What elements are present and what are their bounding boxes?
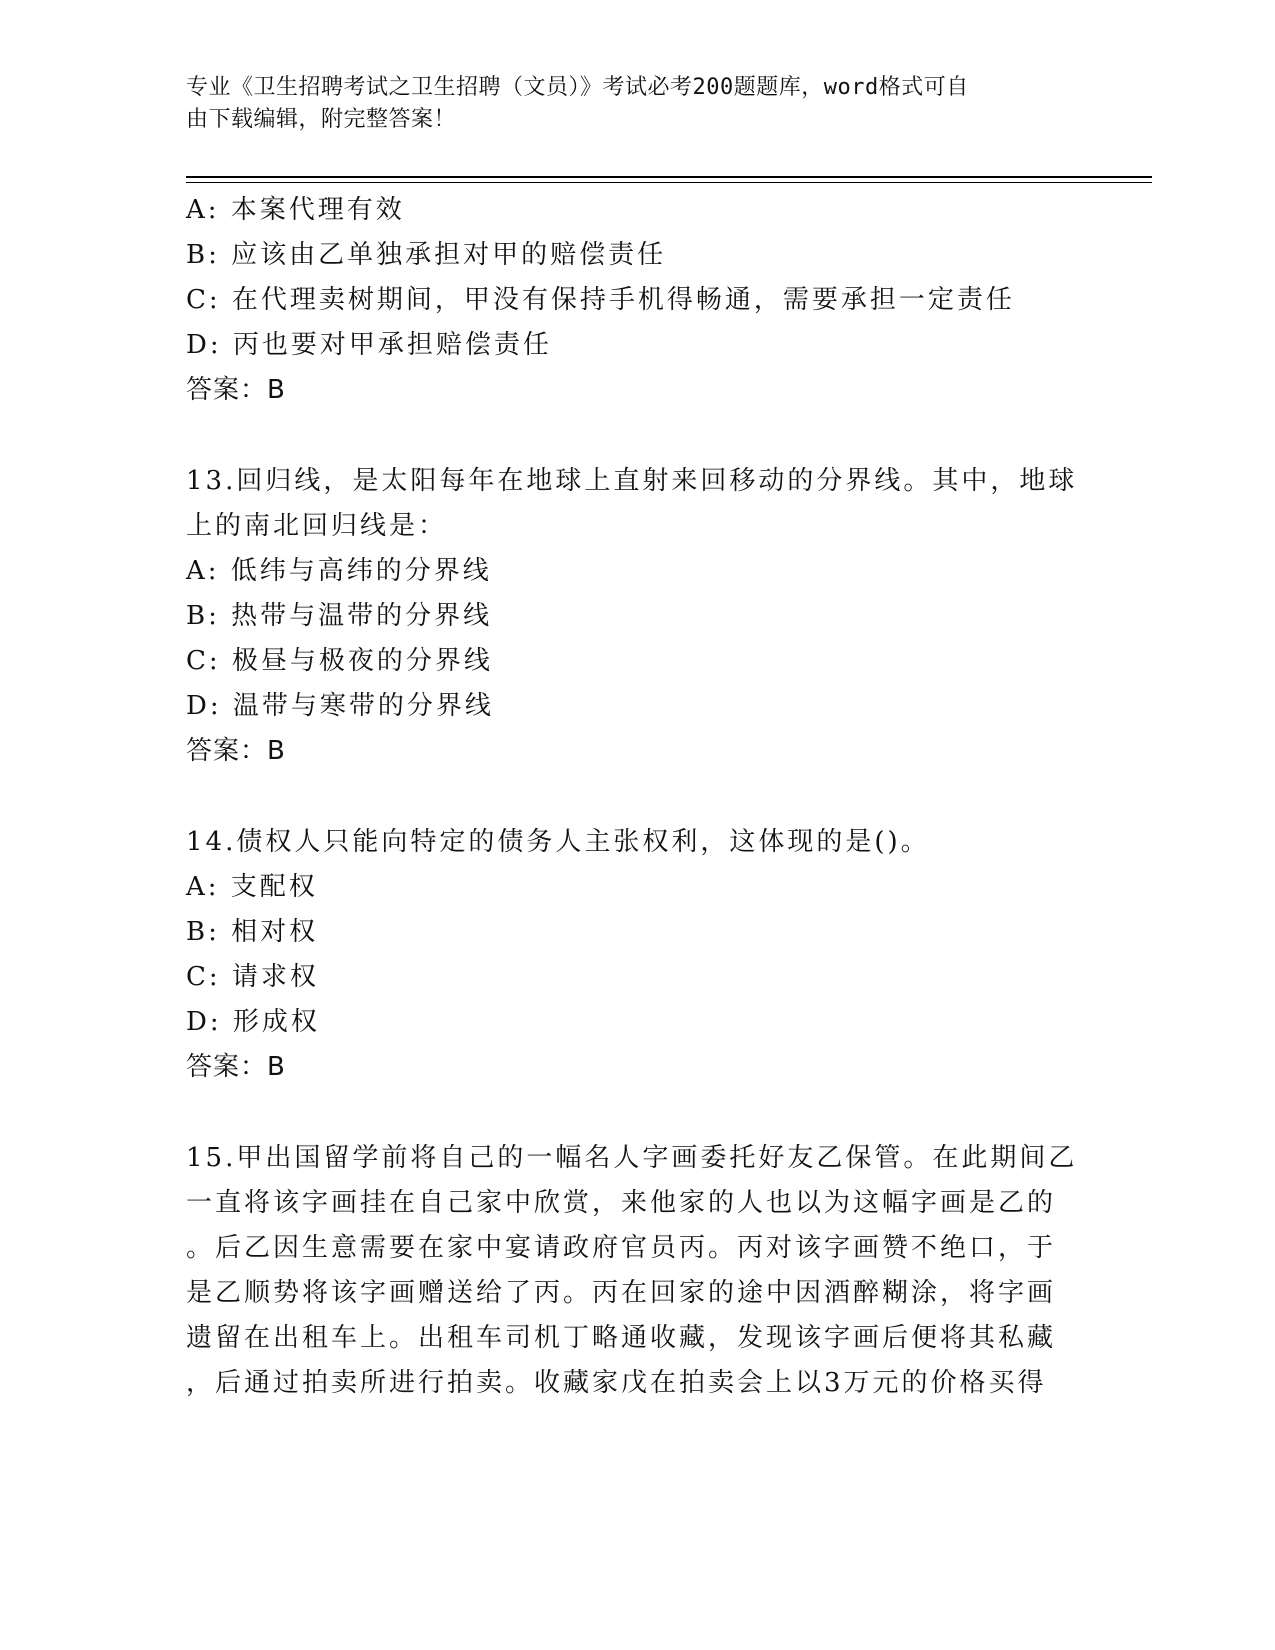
q14-option-d: D: 形成权 [186, 1007, 320, 1037]
q13-answer: 答案：B [186, 736, 286, 766]
question-13-block [186, 459, 1078, 774]
q15-line-6: ，后通过拍卖所进行拍卖。收藏家戊在拍卖会上以3万元的价格买得 [186, 1368, 1047, 1398]
header-line-1: 专业《卫生招聘考试之卫生招聘（文员）》考试必考200题题库，word格式可自 [186, 75, 969, 100]
q13-stem-line-1: 13.回归线，是太阳每年在地球上直射来回移动的分界线。其中，地球 [186, 466, 1078, 496]
spacer [186, 413, 1066, 459]
q15-line-5: 遗留在出租车上。出租车司机丁略通收藏，发现该字画后便将其私藏 [186, 1323, 1057, 1353]
question-12-block [186, 188, 1066, 413]
q12-option-b: B: 应该由乙单独承担对甲的赔偿责任 [186, 240, 667, 270]
q13-option-b: B: 热带与温带的分界线 [186, 601, 493, 631]
q12-answer: 答案：B [186, 375, 286, 405]
q14-answer: 答案：B [186, 1052, 286, 1082]
q12-option-a: A: 本案代理有效 [186, 195, 405, 225]
q15-line-4: 是乙顺势将该字画赠送给了丙。丙在回家的途中因酒醉糊涂，将字画 [186, 1278, 1057, 1308]
q14-option-c: C: 请求权 [186, 962, 319, 992]
spacer [186, 774, 1066, 820]
q15-line-1: 15.甲出国留学前将自己的一幅名人字画委托好友乙保管。在此期间乙 [186, 1143, 1078, 1173]
question-content [186, 188, 1078, 1406]
document-header [186, 72, 1066, 136]
q13-option-c: C: 极昼与极夜的分界线 [186, 646, 493, 676]
q15-line-3: 。后乙因生意需要在家中宴请政府官员丙。丙对该字画赞不绝口，于 [186, 1233, 1057, 1263]
q13-stem-line-2: 上的南北回归线是： [186, 511, 448, 541]
q13-option-d: D: 温带与寒带的分界线 [186, 691, 494, 721]
q12-option-d: D: 丙也要对甲承担赔偿责任 [186, 330, 552, 360]
spacer [186, 1090, 1066, 1136]
question-14-block [186, 820, 1066, 1090]
q14-option-b: B: 相对权 [186, 917, 319, 947]
header-divider-thin [186, 182, 1152, 183]
q12-option-c: C: 在代理卖树期间，甲没有保持手机得畅通，需要承担一定责任 [186, 285, 1015, 315]
header-divider-thick [186, 176, 1152, 178]
q15-line-2: 一直将该字画挂在自己家中欣赏，来他家的人也以为这幅字画是乙的 [186, 1188, 1057, 1218]
q13-option-a: A: 低纬与高纬的分界线 [186, 556, 492, 586]
question-15-block [186, 1136, 1078, 1406]
q14-option-a: A: 支配权 [186, 872, 318, 902]
q14-stem: 14.债权人只能向特定的债务人主张权利，这体现的是()。 [186, 827, 930, 857]
header-line-2: 由下载编辑，附完整答案！ [186, 107, 457, 132]
